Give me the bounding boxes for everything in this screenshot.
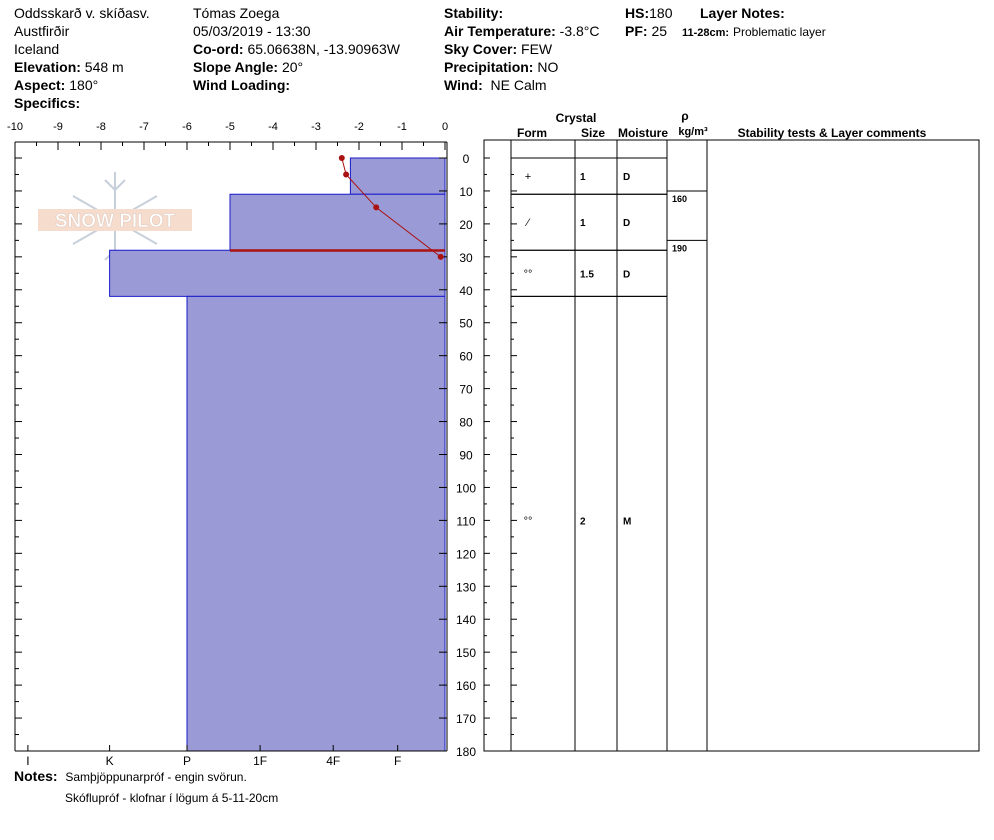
layer-form-symbol: °° [523, 515, 533, 528]
hardness-layer-1 [350, 158, 445, 194]
hardness-layer-4 [187, 296, 445, 751]
temp-tick-label: -1 [397, 121, 407, 133]
logo-text: SNOW PILOT [54, 211, 176, 232]
depth-tick-label: 90 [459, 448, 473, 463]
notes-label: Notes: [14, 768, 58, 784]
density-unit-header: kg/m³ [678, 126, 708, 138]
layer-moisture: D [623, 218, 631, 230]
layer-size: 1 [580, 218, 586, 230]
problem-layer-line [230, 249, 445, 252]
temperature-point [343, 171, 349, 177]
wind: Wind: NE Calm [444, 77, 547, 93]
sky-cover: Sky Cover: FEW [444, 41, 553, 57]
temp-tick-label: -10 [7, 121, 23, 133]
layer-size: 1 [580, 172, 586, 184]
depth-tick-label: 130 [455, 580, 477, 595]
elevation: Elevation: 548 m [14, 59, 124, 75]
layer-size: 2 [580, 516, 586, 528]
depth-tick-label: 0 [462, 152, 470, 166]
layer-note: 11-28cm: Problematic layer [682, 25, 826, 39]
crystal-header: Crystal [555, 111, 597, 125]
location: Oddsskarð v. skíðasv. [14, 5, 150, 21]
layer-table [484, 109, 979, 751]
depth-tick-label: 10 [459, 184, 473, 199]
datetime: 05/03/2019 - 13:30 [193, 23, 311, 39]
wind-loading: Wind Loading: [193, 77, 291, 93]
depth-tick-label: 20 [459, 217, 473, 232]
depth-tick-label: 140 [455, 613, 477, 628]
layer-form-symbol: ⁄ [527, 217, 529, 230]
temp-tick-label: 0 [441, 121, 449, 133]
depth-tick-label: 30 [459, 250, 473, 265]
note-line-2: Skóflupróf - klofnar í lögum á 5-11-20cm [65, 791, 279, 805]
precipitation: Precipitation: NO [444, 59, 559, 75]
depth-tick-label: 180 [455, 745, 477, 759]
depth-tick-label: 150 [455, 646, 477, 661]
aspect: Aspect: 180° [14, 77, 99, 93]
hardness-layer-3 [110, 250, 445, 296]
slope-angle: Slope Angle: 20° [193, 59, 304, 75]
temp-tick-label: -2 [354, 121, 364, 133]
temp-tick-label: -7 [139, 121, 149, 133]
hs: HS:180 [625, 5, 673, 21]
depth-tick-label: 170 [455, 712, 477, 727]
observer: Tómas Zoega [193, 5, 280, 21]
hardness-label: F [394, 754, 402, 768]
hardness-label: 4F [326, 754, 341, 768]
notes [14, 766, 278, 808]
specifics: Specifics: [14, 95, 81, 111]
depth-tick-label: 80 [459, 415, 473, 430]
temp-tick-label: -8 [96, 121, 106, 133]
form-header: Form [517, 126, 547, 140]
depth-tick-label: 60 [459, 349, 473, 364]
air-temperature: Air Temperature: -3.8°C [444, 23, 600, 39]
temp-tick-label: -6 [182, 121, 192, 133]
temperature-point [373, 204, 379, 210]
temp-tick-label: -4 [268, 121, 278, 133]
hardness-label: K [105, 754, 114, 768]
pf: PF: 25 [625, 23, 668, 39]
depth-tick-label: 100 [455, 481, 477, 496]
layer-notes-title: Layer Notes: [700, 5, 785, 21]
density-value: 190 [672, 243, 688, 254]
stability-header: Stability tests & Layer comments [737, 126, 927, 140]
density-value: 160 [672, 193, 688, 204]
temperature-point [339, 155, 345, 161]
temperature-point [438, 254, 444, 260]
layer-moisture: D [623, 172, 631, 184]
depth-tick-label: 40 [459, 283, 473, 298]
size-header: Size [580, 126, 606, 140]
temp-tick-label: -5 [225, 121, 235, 133]
depth-tick-label: 50 [459, 316, 473, 331]
country: Iceland [14, 41, 60, 57]
layer-form-symbol: °° [523, 268, 533, 281]
coord: Co-ord: 65.06638N, -13.90963W [193, 41, 400, 57]
layer-size: 1.5 [580, 269, 594, 281]
region: Austfirðir [14, 23, 70, 39]
depth-tick-label: 160 [455, 679, 477, 694]
table-frame [484, 140, 979, 751]
stability: Stability: [444, 5, 504, 21]
moisture-header: Moisture [617, 126, 669, 140]
layer-moisture: D [623, 269, 631, 281]
layer-form-symbol: + [524, 171, 532, 184]
hardness-label: P [182, 754, 192, 768]
temp-tick-label: -3 [311, 121, 321, 133]
depth-tick-label: 120 [455, 547, 477, 562]
hardness-label: 1F [253, 754, 268, 768]
depth-tick-label: 70 [459, 382, 473, 397]
note-line-1: Samþjöppunarpróf - engin svörun. [65, 770, 247, 784]
hardness-label: I [26, 754, 30, 768]
layer-moisture: M [623, 516, 632, 528]
hardness-layer-2 [230, 194, 445, 250]
rho-header: ρ [681, 109, 689, 123]
temp-tick-label: -9 [53, 121, 63, 133]
depth-tick-label: 110 [456, 514, 476, 529]
